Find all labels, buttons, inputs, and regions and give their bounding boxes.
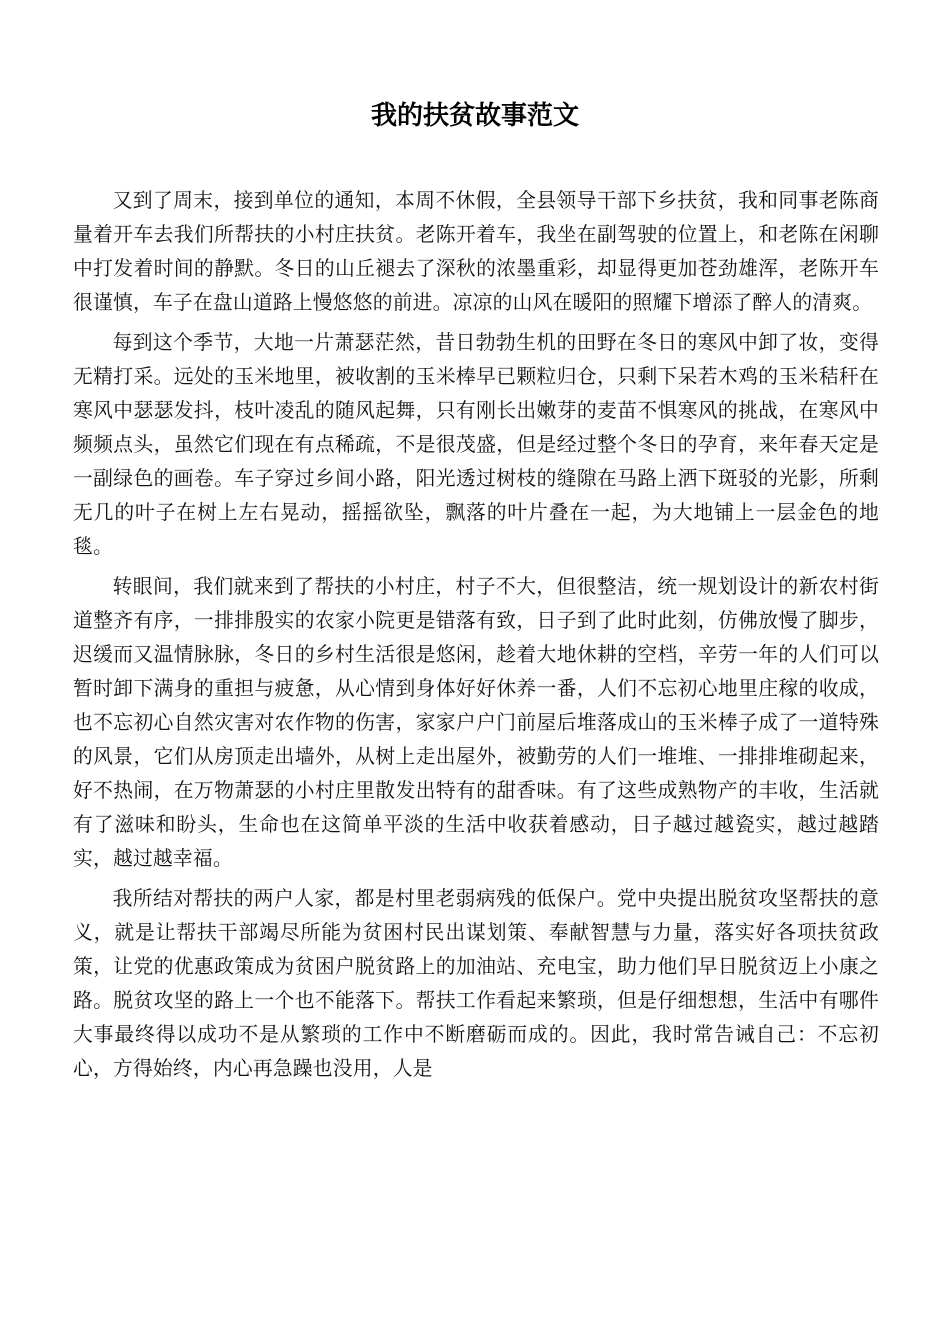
- document-title: 我的扶贫故事范文: [370, 101, 579, 131]
- paragraph-3: 转眼间，我们就来到了帮扶的小村庄，村子不大，但很整洁，统一规划设计的新农村街道整齐有序，一排排殷实的农家小院更是错落有致，日子到了此时此刻，仿佛放慢了脚步，迟缓而又温情脉脉，冬日的乡村生活很是悠闲，趁着大地休耕的空档，辛劳一年的人们可以暂时卸下满身的重担与疲惫，从心情到身体好好休养一番，人们不忘初心地里庄稼的收成，也不忘初心自然灾害对农作物的伤害，家家户户门前屋后堆落成山的玉米棒子成了一道特殊的风景，它们从房顶走出墙外，从树上走出屋外，被勤劳的人们一堆堆、一排排堆砌起来，好不热闹，在万物萧瑟的小村庄里散发出特有的甜香味。有了这些成熟物产的丰收，生活就有了滋味和盼头，生命也在这简单平淡的生活中收获着感动，日子越过越瓷实，越过越踏实，越过越幸福。: [73, 575, 879, 870]
- document-body: [73, 184, 879, 1092]
- paragraph-2: 每到这个季节，大地一片萧瑟茫然，昔日勃勃生机的田野在冬日的寒风中卸了妆，变得无精打采。远处的玉米地里，被收割的玉米棒早已颗粒归仓，只剩下呆若木鸡的玉米秸秆在寒风中瑟瑟发抖，枝叶凌乱的随风起舞，只有刚长出嫩芽的麦苗不惧寒风的挑战，在寒风中频频点头，虽然它们现在有点稀疏，不是很茂盛，但是经过整个冬日的孕育，来年春天定是一副绿色的画卷。车子穿过乡间小路，阳光透过树枝的缝隙在马路上洒下斑驳的光影，所剩无几的叶子在树上左右晃动，摇摇欲坠，飘落的叶片叠在一起，为大地铺上一层金色的地毯。: [73, 331, 879, 558]
- paragraph-4: 我所结对帮扶的两户人家，都是村里老弱病残的低保户。党中央提出脱贫攻坚帮扶的意义，就是让帮扶干部竭尽所能为贫困村民出谋划策、奉献智慧与力量，落实好各项扶贫政策，让党的优惠政策成为贫困户脱贫路上的加油站、充电宝，助力他们早日脱贫迈上小康之路。脱贫攻坚的路上一个也不能落下。帮扶工作看起来繁琐，但是仔细想想，生活中有哪件大事最终得以成功不是从繁琐的工作中不断磨砺而成的。因此，我时常告诫自己：不忘初心，方得始终，内心再急躁也没用，人是: [73, 887, 879, 1080]
- paragraph-1: 又到了周末，接到单位的通知，本周不休假，全县领导干部下乡扶贫，我和同事老陈商量着开车去我们所帮扶的小村庄扶贫。老陈开着车，我坐在副驾驶的位置上，和老陈在闲聊中打发着时间的静默。冬日的山丘褪去了深秋的浓墨重彩，却显得更加苍劲雄浑，老陈开车很谨慎，车子在盘山道路上慢悠悠的前进。凉凉的山风在暖阳的照耀下增添了醉人的清爽。: [73, 189, 879, 314]
